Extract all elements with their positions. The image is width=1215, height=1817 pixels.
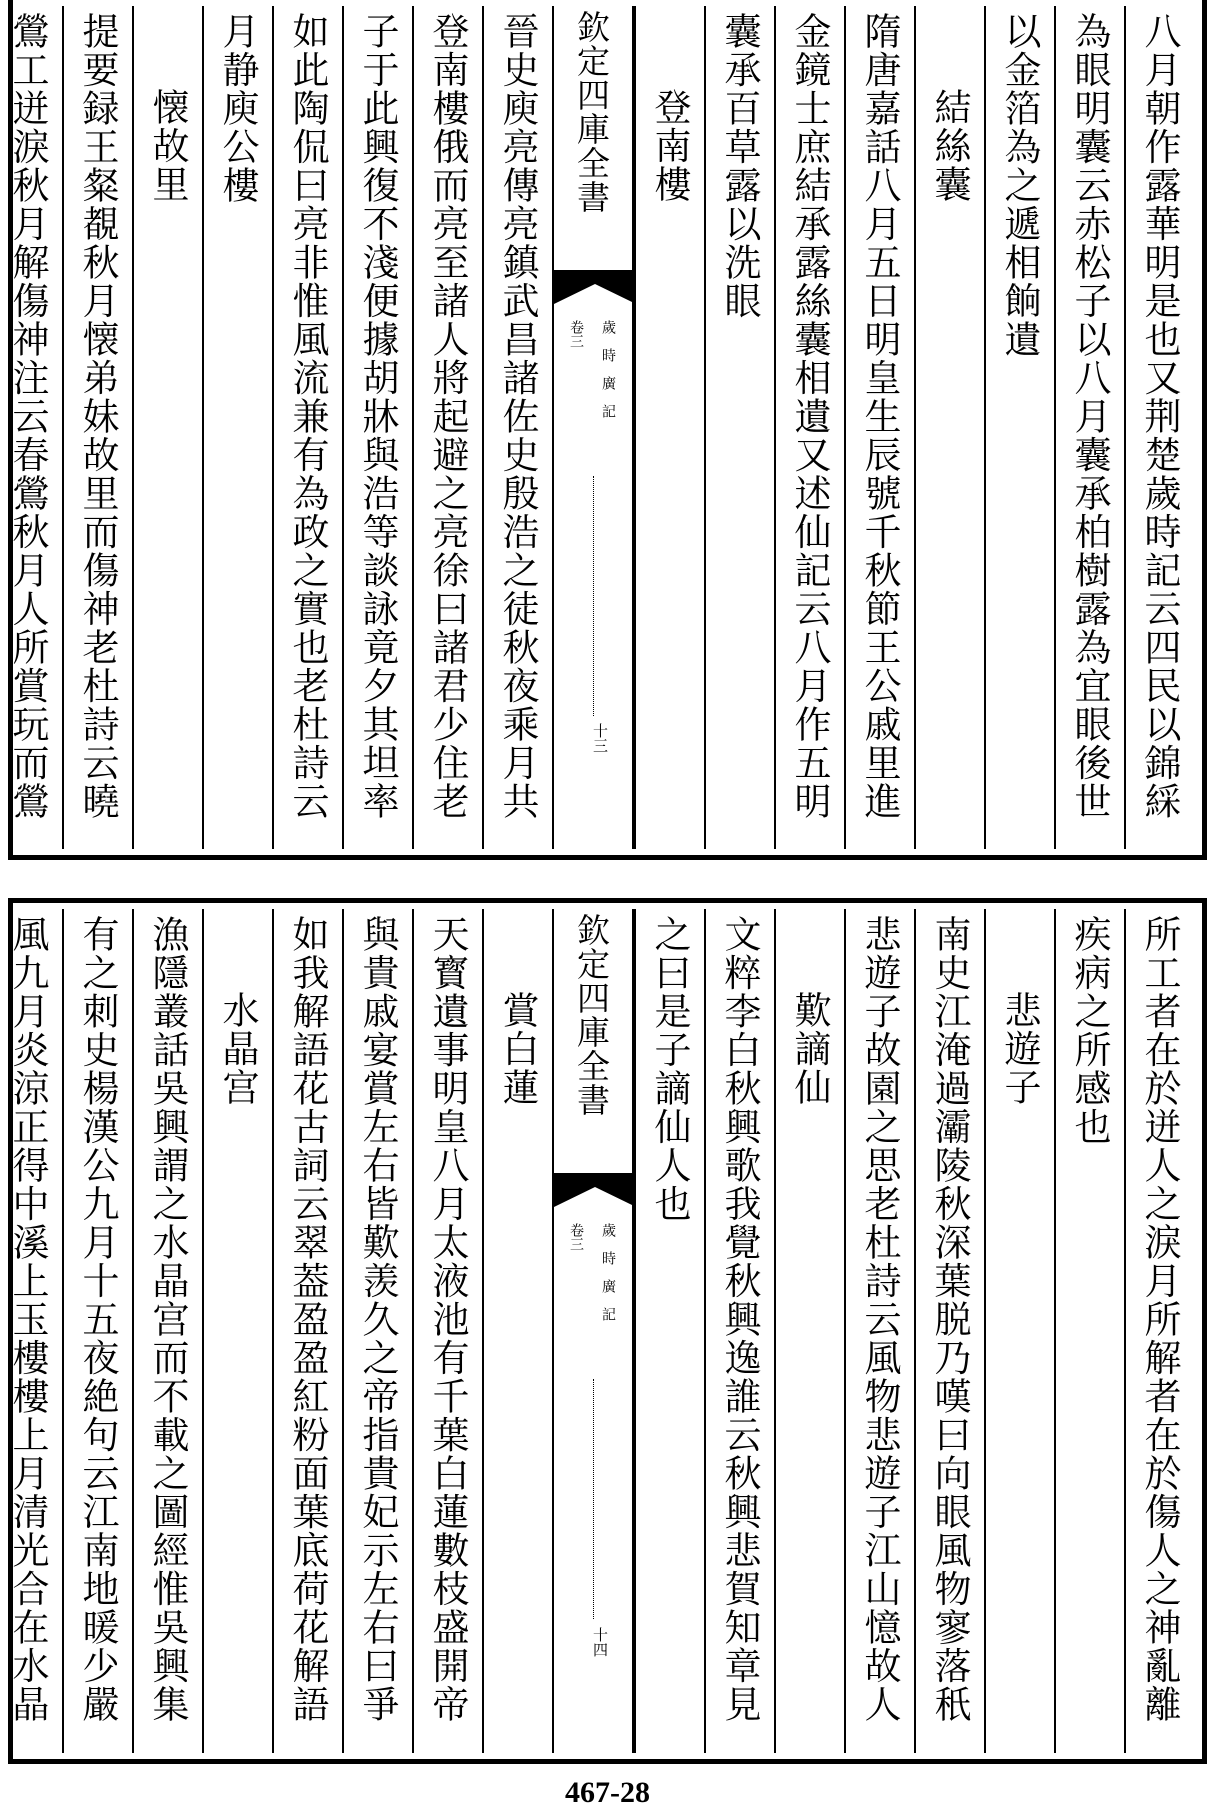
top-page-columns — [6, 6, 1194, 849]
section-heading: 歎謫仙 — [774, 909, 844, 1753]
text-column: 登南樓俄而亮至諸人將起避之亮徐曰諸君少住老 — [412, 6, 482, 849]
text-column: 天寳遺事明皇八月太液池有千葉白蓮數枝盛開帝 — [412, 909, 482, 1753]
section-heading: 登南樓 — [634, 6, 704, 849]
fishtail-mark-icon — [554, 1173, 634, 1207]
folio-number: 十三 — [591, 723, 609, 753]
center-margin — [552, 909, 634, 1753]
bottom-page-frame — [8, 898, 1207, 1764]
text-column: 與貴戚宴賞左右皆歎羡久之帝指貴妃示左右曰爭 — [342, 909, 412, 1753]
book-title-label: 歲時廣記 — [600, 1223, 616, 1335]
text-column: 晉史庾亮傳亮鎮武昌諸佐史殷浩之徒秋夜乘月共 — [482, 6, 552, 849]
text-column: 八月朝作露華明是也又荆楚歲時記云四民以錦綵 — [1124, 6, 1194, 849]
text-column: 有之刺史楊漢公九月十五夜絶句云江南地暖少嚴 — [62, 909, 132, 1753]
text-column: 如此陶侃曰亮非惟風流兼有為政之實也老杜詩云 — [272, 6, 342, 849]
text-column: 金鏡士庶結承露絲囊相遺又述仙記云八月作五明 — [774, 6, 844, 849]
text-column: 鶯工迸淚秋月解傷神注云春鶯秋月人所賞玩而鶯 — [6, 12, 49, 821]
text-column: 漁隱叢話吳興謂之水晶宫而不載之圖經惟吳興集 — [132, 909, 202, 1753]
text-column: 南史江淹過灞陵秋深葉脱乃嘆曰向眼風物寥落秖 — [914, 909, 984, 1753]
section-heading: 水晶宫 — [202, 909, 272, 1753]
text-column: 疾病之所感也 — [1054, 909, 1124, 1753]
bottom-page-columns — [6, 909, 1194, 1753]
folio-number: 十四 — [591, 1627, 609, 1657]
volume-label: 卷三 — [568, 320, 584, 348]
page-number: 467-28 — [565, 1776, 650, 1809]
text-column: 如我解語花古詞云翠葢盈盈紅粉面葉底荷花解語 — [272, 909, 342, 1753]
center-title: 欽定四庫全書 — [572, 10, 611, 214]
section-heading: 結絲囊 — [914, 6, 984, 849]
text-column: 隋唐嘉話八月五日明皇生辰號千秋節王公戚里進 — [844, 6, 914, 849]
section-heading: 懐故里 — [132, 6, 202, 849]
section-heading: 賞白蓮 — [482, 909, 552, 1753]
text-column: 提要録王粲覩秋月懐弟妹故里而傷神老杜詩云曉 — [62, 6, 132, 849]
text-column: 悲遊子故園之思老杜詩云風物悲遊子江山憶故人 — [844, 909, 914, 1753]
text-column: 以金箔為之遞相餉遺 — [984, 6, 1054, 849]
volume-label: 卷三 — [568, 1223, 584, 1251]
center-title: 欽定四庫全書 — [572, 913, 611, 1117]
text-column: 為眼明囊云赤松子以八月囊承柏樹露為宜眼後世 — [1054, 6, 1124, 849]
book-title-label: 歲時廣記 — [600, 320, 616, 432]
center-divider — [593, 476, 594, 716]
text-column: 囊承百草露以洗眼 — [704, 6, 774, 849]
top-page-frame — [8, 0, 1207, 860]
text-column: 風九月炎涼正得中溪上玉樓樓上月清光合在水晶 — [6, 915, 49, 1724]
text-column: 文粹李白秋興歌我覺秋興逸誰云秋興悲賀知章見 — [704, 909, 774, 1753]
section-heading: 悲遊子 — [984, 909, 1054, 1753]
text-column: 子于此興復不淺便據胡牀與浩等談詠竟夕其坦率 — [342, 6, 412, 849]
text-column: 所工者在於迸人之淚月所解者在於傷人之神亂離 — [1124, 909, 1194, 1753]
fishtail-mark-icon — [554, 270, 634, 304]
center-divider — [593, 1379, 594, 1619]
text-column: 月静庾公樓 — [202, 6, 272, 849]
center-margin — [552, 6, 634, 849]
text-column: 之曰是子謫仙人也 — [634, 909, 704, 1753]
